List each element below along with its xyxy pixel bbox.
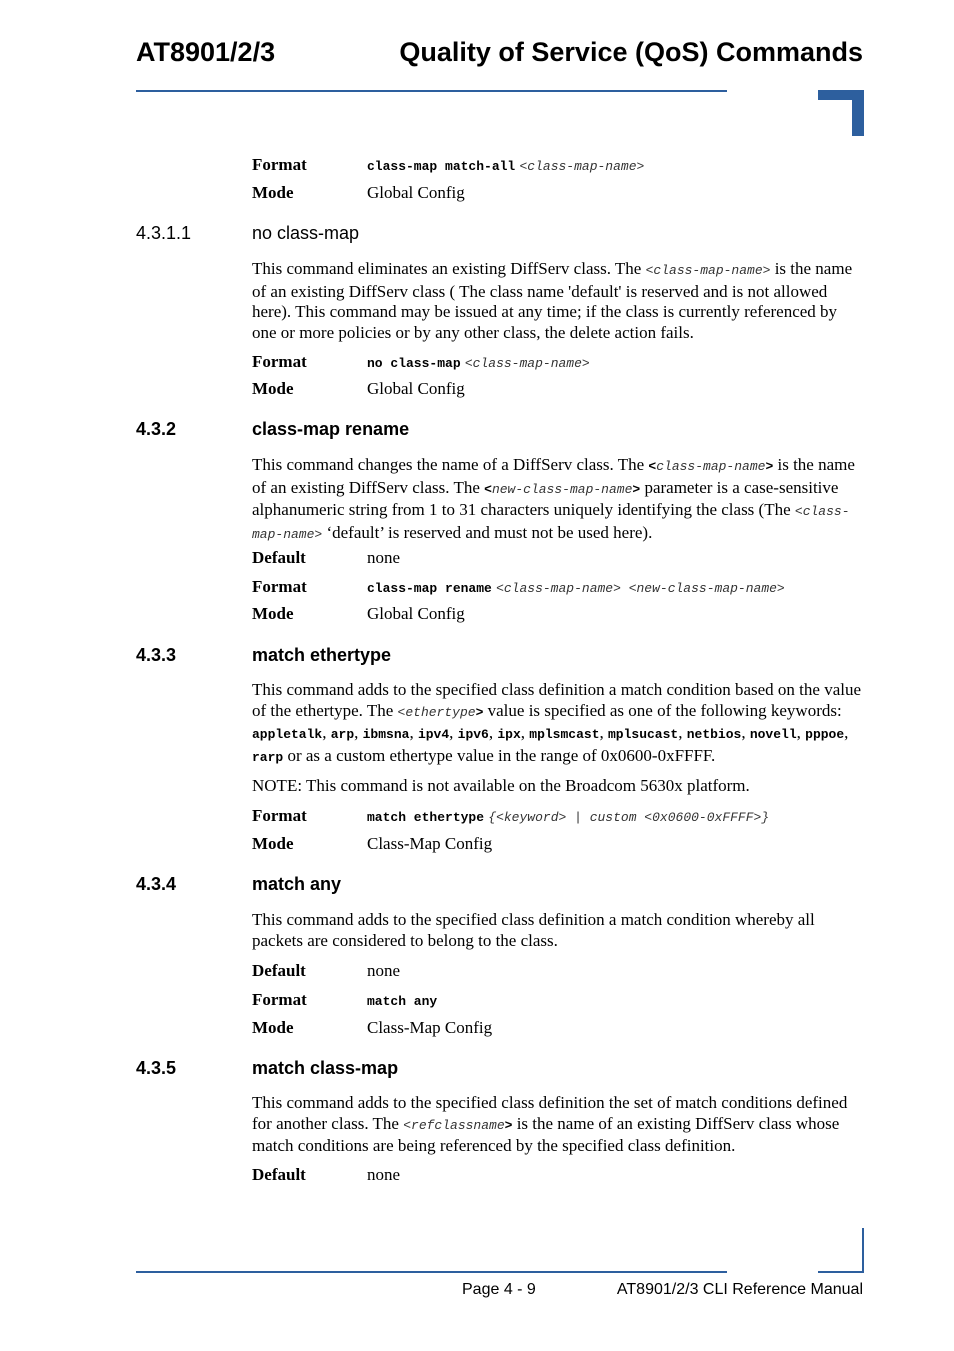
format-label: Format — [252, 155, 307, 174]
section-title: match class-map — [252, 1058, 399, 1078]
section-heading-432 — [136, 419, 409, 440]
section-number: 4.3.5 — [136, 1058, 177, 1078]
section-title: no class-map — [252, 223, 360, 243]
section-432-description: This command changes the name of a DiffServ class. The <class-map-name> is the name of an existing DiffServ class. The <new-class-map-name> parameter is a case-sensitive alphanumeric string from 1 to 31 characters uniquely identifying the class (The <class-map-name> ‘default’ is reserved and must not be used here). — [252, 455, 855, 542]
default-value: none — [367, 1165, 401, 1184]
section-434-format-row — [252, 990, 437, 1010]
argument: <class-map-name> — [252, 504, 850, 542]
section-heading-4311 — [136, 223, 359, 244]
footer-corner-bar-vertical — [862, 1228, 864, 1273]
keyword: netbios — [686, 727, 742, 743]
text-run: or as a custom ethertype value in the range of 0x0600-0xFFFF. — [283, 745, 716, 765]
section-434-description: This command adds to the specified class definition a match condition whereby all packets are considered to belong to the class. — [252, 910, 815, 950]
mode-label: Mode — [252, 183, 294, 202]
keyword: mplsmcast — [529, 727, 600, 743]
section-number: 4.3.2 — [136, 419, 177, 439]
format-command: no class-map — [367, 356, 461, 371]
argument: new-class-map-name — [491, 481, 633, 497]
format-command: match ethertype — [367, 810, 485, 825]
section-heading-435 — [136, 1058, 398, 1079]
format-command: class-map rename — [367, 581, 492, 596]
text-run: value is specified as one of the following keywords: — [483, 700, 842, 720]
section-433-format-row — [252, 806, 769, 826]
text-run: This command changes the name of a DiffServ class. The — [252, 455, 649, 474]
top-mode-row — [252, 183, 465, 203]
default-label: Default — [252, 961, 306, 980]
section-432-default-row — [252, 548, 400, 568]
default-label: Default — [252, 1165, 306, 1184]
footer-corner-bar — [818, 1271, 864, 1273]
mode-value: Global Config — [367, 379, 465, 398]
keyword: pppoe — [805, 727, 845, 743]
format-command: class-map match-all — [367, 159, 516, 174]
keyword: arp — [330, 727, 355, 743]
section-heading-434 — [136, 874, 341, 895]
mode-label: Mode — [252, 1018, 294, 1037]
text-run: is the name of an existing DiffServ class ( The class name 'default' is reserved and is not allowed here). This command may be issued at any time; if the class is currently referenced by one or more policies or by any other class, the delete action fails. — [252, 259, 853, 342]
section-433-mode-row — [252, 834, 492, 854]
section-title: match ethertype — [252, 645, 392, 665]
section-4311-mode-row — [252, 379, 465, 399]
mode-value: Class-Map Config — [367, 1018, 493, 1037]
header-rule — [136, 90, 727, 92]
keyword: ipv6 — [457, 727, 489, 743]
section-434-default-row — [252, 961, 400, 981]
mode-label: Mode — [252, 604, 294, 623]
format-label: Format — [252, 806, 307, 825]
section-433-description: This command adds to the specified class definition a match condition based on the value of the ethertype. The <ethertype> value is specified as one of the following keywords: appletalk, arp, ibmsna, ipv4, ipv6, ipx, mplsmcast, mplsucast, netbios, novell, pppoe, rarp or as a custom ethertype value in the range of 0x0600-0xFFFF. — [252, 680, 862, 765]
section-number: 4.3.1.1 — [136, 223, 192, 243]
section-number: 4.3.4 — [136, 874, 177, 894]
keyword: ibmsna — [362, 727, 410, 743]
header-corner-bar-vertical — [852, 90, 864, 136]
section-433-note: NOTE: This command is not available on the Broadcom 5630x platform. — [252, 776, 750, 795]
format-argument: <class-map-name> — [519, 159, 645, 174]
argument: <refclassname — [403, 1117, 505, 1133]
text-run: This command adds to the specified class definition a match condition based on the value of the ethertype. The — [252, 680, 862, 720]
format-label: Format — [252, 352, 307, 371]
header-product: AT8901/2/3 — [136, 37, 276, 67]
keyword: novell — [749, 727, 797, 743]
text-run: parameter is a case-sensitive alphanumeric string from 1 to 31 characters uniquely identifying the class (The — [252, 477, 839, 520]
section-434-mode-row — [252, 1018, 492, 1038]
section-title: class-map rename — [252, 419, 410, 439]
section-4311-description — [252, 259, 864, 343]
footer-manual-title: AT8901/2/3 CLI Reference Manual — [616, 1281, 863, 1298]
text-run: ‘default’ is reserved and must not be used here). — [322, 522, 653, 542]
section-435-description: This command adds to the specified class definition the set of match conditions defined for another class. The <refclassname> is the name of an existing DiffServ class whose match conditions are being referenced by the specified class definition. — [252, 1093, 848, 1156]
top-format-row — [252, 155, 644, 175]
default-value: none — [367, 961, 401, 980]
default-value: none — [367, 548, 401, 567]
mode-value: Class-Map Config — [367, 834, 493, 853]
format-argument: {<keyword> | custom <0x0600-0xFFFF>} — [488, 810, 770, 825]
mode-label: Mode — [252, 379, 294, 398]
footer-rule — [136, 1271, 727, 1273]
section-435-default-row — [252, 1165, 400, 1185]
section-heading-433 — [136, 645, 391, 666]
format-argument: <class-map-name> <new-class-map-name> — [496, 581, 785, 596]
text-run: is the name of an existing DiffServ class whose match conditions are being referenced by the specified class definition. — [252, 1113, 840, 1156]
mode-value: Global Config — [367, 183, 465, 202]
argument: <class-map-name> — [645, 263, 771, 278]
keyword: rarp — [252, 749, 284, 765]
footer-page-number: Page 4 - 9 — [462, 1281, 536, 1298]
default-label: Default — [252, 548, 306, 567]
keyword: ipv4 — [417, 727, 450, 743]
keyword: mplsucast — [608, 727, 679, 743]
text-run: This command adds to the specified class definition the set of match conditions defined for another class. The — [252, 1093, 848, 1133]
section-432-format-row — [252, 577, 785, 597]
keyword: appletalk — [252, 727, 323, 743]
mode-value: Global Config — [367, 604, 465, 623]
argument: class-map-name — [656, 459, 766, 474]
keyword: ipx — [497, 727, 521, 743]
format-label: Format — [252, 577, 307, 596]
section-number: 4.3.3 — [136, 645, 177, 665]
text-run: is the name of an existing DiffServ class. The — [252, 455, 855, 497]
format-argument: <class-map-name> — [464, 356, 590, 371]
mode-label: Mode — [252, 834, 294, 853]
argument: <ethertype — [397, 704, 476, 720]
section-4311-format-row — [252, 352, 590, 372]
format-command: match any — [367, 994, 438, 1009]
text-run: This command eliminates an existing DiffServ class. The — [252, 259, 646, 278]
section-432-mode-row — [252, 604, 465, 624]
header-chapter-title: Quality of Service (QoS) Commands — [399, 37, 863, 67]
section-title: match any — [252, 874, 342, 894]
format-label: Format — [252, 990, 307, 1009]
